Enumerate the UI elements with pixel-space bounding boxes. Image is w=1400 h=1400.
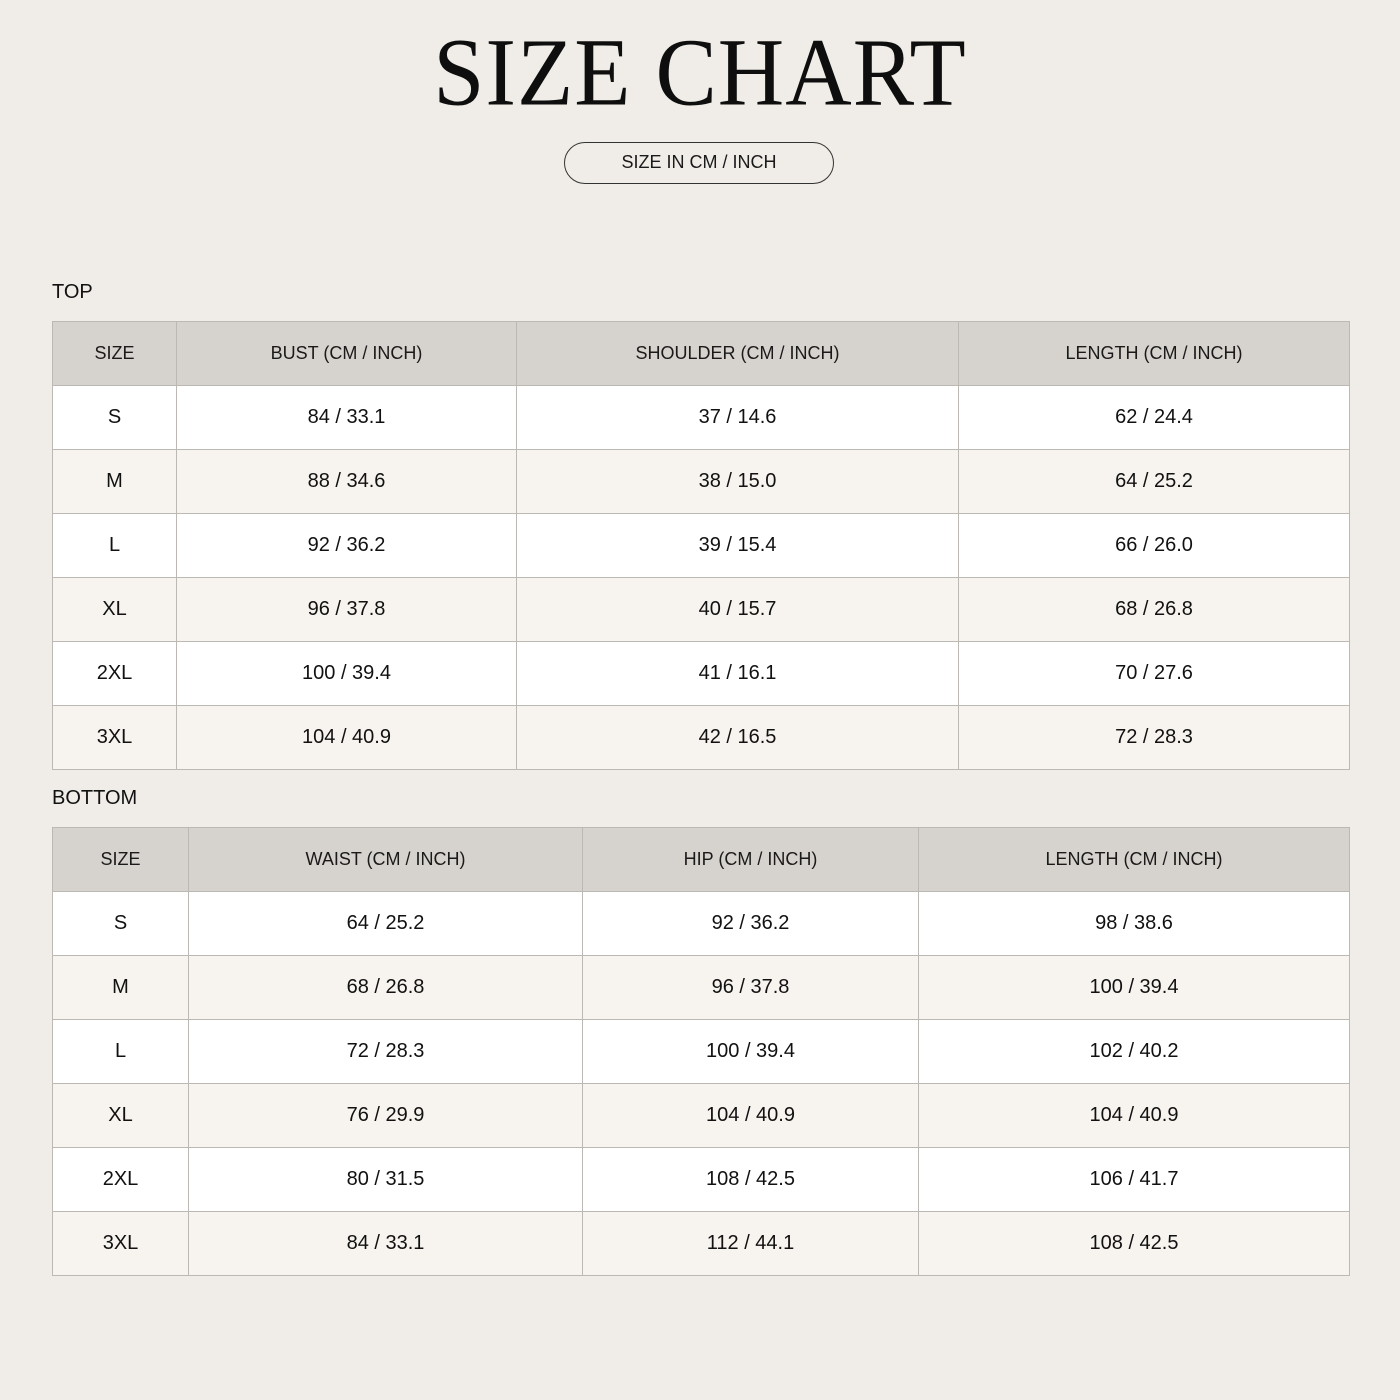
length-cell: 104 / 40.9 bbox=[919, 1084, 1350, 1148]
table-row bbox=[53, 956, 1350, 1020]
size-cell: L bbox=[53, 514, 177, 578]
column-header-shoulder: SHOULDER (CM / INCH) bbox=[517, 322, 959, 386]
length-cell: 72 / 28.3 bbox=[959, 706, 1350, 770]
size-cell: 2XL bbox=[53, 1148, 189, 1212]
column-header-bust: BUST (CM / INCH) bbox=[177, 322, 517, 386]
shoulder-cell: 38 / 15.0 bbox=[517, 450, 959, 514]
length-cell: 64 / 25.2 bbox=[959, 450, 1350, 514]
shoulder-cell: 42 / 16.5 bbox=[517, 706, 959, 770]
table-row bbox=[53, 1148, 1350, 1212]
shoulder-cell: 37 / 14.6 bbox=[517, 386, 959, 450]
table-row bbox=[53, 1212, 1350, 1276]
table-row bbox=[53, 514, 1350, 578]
length-cell: 62 / 24.4 bbox=[959, 386, 1350, 450]
size-cell: L bbox=[53, 1020, 189, 1084]
size-cell: XL bbox=[53, 578, 177, 642]
waist-cell: 80 / 31.5 bbox=[189, 1148, 583, 1212]
column-header-length: LENGTH (CM / INCH) bbox=[919, 828, 1350, 892]
column-header-hip: HIP (CM / INCH) bbox=[583, 828, 919, 892]
shoulder-cell: 40 / 15.7 bbox=[517, 578, 959, 642]
column-header-size: SIZE bbox=[53, 322, 177, 386]
top-size-table bbox=[52, 321, 1350, 770]
length-cell: 68 / 26.8 bbox=[959, 578, 1350, 642]
shoulder-cell: 39 / 15.4 bbox=[517, 514, 959, 578]
bottom-section-label: BOTTOM bbox=[52, 787, 138, 809]
waist-cell: 84 / 33.1 bbox=[189, 1212, 583, 1276]
length-cell: 70 / 27.6 bbox=[959, 642, 1350, 706]
length-cell: 106 / 41.7 bbox=[919, 1148, 1350, 1212]
bust-cell: 88 / 34.6 bbox=[177, 450, 517, 514]
size-cell: S bbox=[53, 892, 189, 956]
size-cell: 3XL bbox=[53, 706, 177, 770]
length-cell: 102 / 40.2 bbox=[919, 1020, 1350, 1084]
table-row bbox=[53, 706, 1350, 770]
waist-cell: 72 / 28.3 bbox=[189, 1020, 583, 1084]
bust-cell: 96 / 37.8 bbox=[177, 578, 517, 642]
size-cell: S bbox=[53, 386, 177, 450]
table-row bbox=[53, 1084, 1350, 1148]
table-header-row bbox=[53, 828, 1350, 892]
waist-cell: 76 / 29.9 bbox=[189, 1084, 583, 1148]
table-row bbox=[53, 642, 1350, 706]
column-header-length: LENGTH (CM / INCH) bbox=[959, 322, 1350, 386]
size-cell: 3XL bbox=[53, 1212, 189, 1276]
page-title: SIZE CHART bbox=[433, 18, 967, 126]
bust-cell: 104 / 40.9 bbox=[177, 706, 517, 770]
size-cell: M bbox=[53, 956, 189, 1020]
bottom-size-table bbox=[52, 827, 1350, 1276]
table-row bbox=[53, 578, 1350, 642]
waist-cell: 68 / 26.8 bbox=[189, 956, 583, 1020]
hip-cell: 92 / 36.2 bbox=[583, 892, 919, 956]
length-cell: 108 / 42.5 bbox=[919, 1212, 1350, 1276]
bust-cell: 100 / 39.4 bbox=[177, 642, 517, 706]
size-cell: M bbox=[53, 450, 177, 514]
length-cell: 66 / 26.0 bbox=[959, 514, 1350, 578]
waist-cell: 64 / 25.2 bbox=[189, 892, 583, 956]
table-row bbox=[53, 1020, 1350, 1084]
column-header-waist: WAIST (CM / INCH) bbox=[189, 828, 583, 892]
bust-cell: 92 / 36.2 bbox=[177, 514, 517, 578]
hip-cell: 104 / 40.9 bbox=[583, 1084, 919, 1148]
size-cell: 2XL bbox=[53, 642, 177, 706]
table-row bbox=[53, 892, 1350, 956]
hip-cell: 112 / 44.1 bbox=[583, 1212, 919, 1276]
shoulder-cell: 41 / 16.1 bbox=[517, 642, 959, 706]
column-header-size: SIZE bbox=[53, 828, 189, 892]
table-row bbox=[53, 386, 1350, 450]
unit-badge: SIZE IN CM / INCH bbox=[564, 142, 834, 184]
top-section-label: TOP bbox=[52, 281, 93, 303]
table-header-row bbox=[53, 322, 1350, 386]
size-cell: XL bbox=[53, 1084, 189, 1148]
hip-cell: 108 / 42.5 bbox=[583, 1148, 919, 1212]
length-cell: 100 / 39.4 bbox=[919, 956, 1350, 1020]
table-row bbox=[53, 450, 1350, 514]
bust-cell: 84 / 33.1 bbox=[177, 386, 517, 450]
hip-cell: 100 / 39.4 bbox=[583, 1020, 919, 1084]
hip-cell: 96 / 37.8 bbox=[583, 956, 919, 1020]
length-cell: 98 / 38.6 bbox=[919, 892, 1350, 956]
